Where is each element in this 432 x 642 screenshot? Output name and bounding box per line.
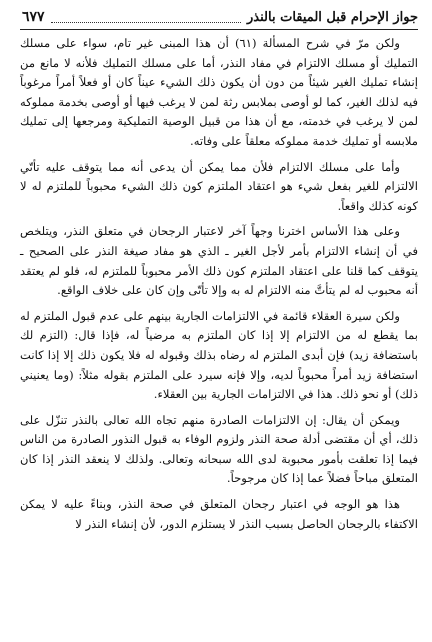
paragraph-6: هذا هو الوجه في اعتبار رجحان المتعلق في صحة النذر، وبناءً عليه لا يمكن الاكتفاء بالرجحان الحاصل بسبب النذر لا يستلزم الدور، لأن إنشاء النذر لا bbox=[20, 497, 418, 531]
page-body bbox=[20, 34, 418, 636]
header-dotted-leader bbox=[51, 12, 241, 23]
running-header bbox=[22, 6, 418, 28]
paragraph-1: ولكن مرّ في شرح المسألة (٦١) أن هذا المبنى غير تام، سواء على مسلك التمليك أو مسلك الالتزام في مفاد النذر، أما على مسلك التمليك فلأنه لا مانع من إنشاء تمليك الغير شيئاً من دون أن يكون ذلك الشيء عيناً كان أو فعلاً أمراً مرغوباً فيه لذلك الغير، كما لو أوصى بملابس رثة لمن لا يرغب فيها أو أوصى بخدمة مملوكه لمن لا يرغب في خدمته، مع أن هذا من قبيل الوصية التمليكية ومرجعها إلى تمليك ملابسه أو تمليك خدمة مملوكه معلقاً على وفاته. bbox=[20, 36, 418, 148]
header-title: جواز الإحرام قبل الميقات بالنذر bbox=[247, 9, 418, 25]
page-number: ٦٧٧ bbox=[22, 9, 45, 25]
paragraph-2: وأما على مسلك الالتزام فلأن مما يمكن أن يدعى أنه مما يتوقف عليه تأتّي الالتزام للغير بفعل شيء هو اعتقاد الملتزم كون ذلك الشيء محبوباً للملتزم له لا كونه كذلك واقعاً. bbox=[20, 159, 418, 213]
header-rule bbox=[20, 29, 418, 30]
paragraph-4: ولكن سيرة العقلاء قائمة في الالتزامات الجارية بينهم على عدم قبول الملتزم له بما يقطع له من الالتزام إلا إذا كان الملتزم به مرضياً له، فإذا قال: (التزم لك باستضافة زيد) فإن أبدى الملتزم له رضاه بذلك وقبوله له فلا يكون ذلك إلا إذا كانت استضافة زيد أمراً محبوباً لديه، وإلا فإنه سيرد على الملتزم بقوله مثلاً: (وما يعنيني ذلك) أو نحو ذلك. هذا في الالتزامات الجارية بين العقلاء. bbox=[20, 308, 418, 402]
paragraph-3: وعلى هذا الأساس اخترنا وجهاً آخر لاعتبار الرجحان في متعلق النذر، ويتلخص في أن إنشاء الالتزام بأمر لأجل الغير ـ الذي هو مفاد صيغة النذر على الصحيح ـ يتوقف كما قلنا على اعتقاد الملتزم كون ذلك الأمر محبوباً للملتزم له، فلو لم يعتقد أنه محبوب له لم يتأتَّ منه الالتزام له به وإلا تأتّى وإن كان على خلاف الواقع. bbox=[20, 224, 418, 298]
paragraph-5: ويمكن أن يقال: إن الالتزامات الصادرة منهم تجاه الله تعالى بالنذر تنزّل على ذلك، أي أن مقتضى أدلة صحة النذر ولزوم الوفاء به قبول النذور الصادرة من الناس فيما إذا تعلقت بأمور محبوبة لدى الله سبحانه وتعالى. ولذلك لا ينعقد النذر إذا كان المتعلق مباحاً فضلاً عما إذا كان مرجوحاً. bbox=[20, 412, 418, 486]
